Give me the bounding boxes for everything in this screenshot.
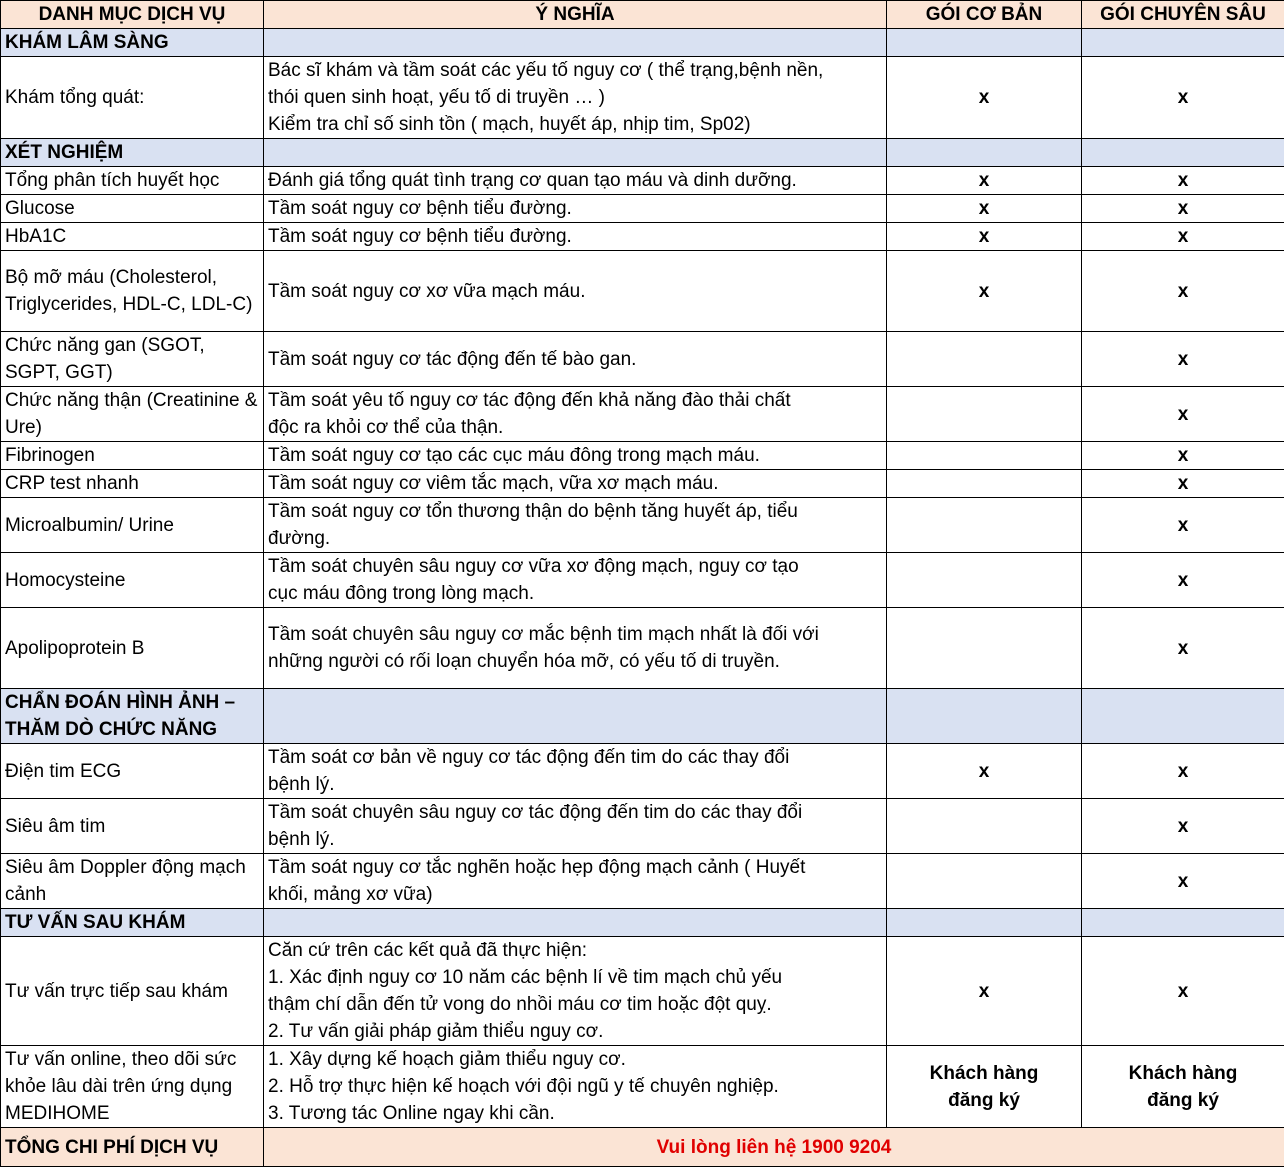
- table-row: [1, 608, 1284, 689]
- meaning-line: thậm chí dẫn đến tử vong do nhồi máu cơ tim hoặc đột quỵ.: [268, 991, 882, 1018]
- basic-package-mark: Khách hàng đăng ký: [887, 1046, 1082, 1128]
- basic-package-mark: [887, 498, 1082, 553]
- service-name-cell: Glucose: [1, 195, 264, 223]
- table-row: [1, 57, 1284, 139]
- service-name-cell: Tư vấn trực tiếp sau khám: [1, 937, 264, 1046]
- section-title: TƯ VẤN SAU KHÁM: [1, 909, 264, 937]
- table-header-row: [1, 1, 1284, 29]
- meaning-line: độc ra khỏi cơ thể của thận.: [268, 414, 882, 441]
- section-header-row: [1, 689, 1284, 744]
- meaning-line: Đánh giá tổng quát tình trạng cơ quan tạo máu và dinh dưỡng.: [268, 167, 882, 194]
- service-name-cell: Chức năng gan (SGOT, SGPT, GGT): [1, 332, 264, 387]
- table-row: [1, 223, 1284, 251]
- advanced-package-mark: Khách hàng đăng ký: [1082, 1046, 1284, 1128]
- meaning-cell: [264, 1046, 887, 1128]
- meaning-line: đường.: [268, 525, 882, 552]
- service-name-cell: Tổng phân tích huyết học: [1, 167, 264, 195]
- meaning-cell: [264, 167, 887, 195]
- header-advanced-package: GÓI CHUYÊN SÂU: [1082, 1, 1284, 29]
- section-empty-cell: [887, 139, 1082, 167]
- basic-package-mark: [887, 854, 1082, 909]
- meaning-line: Tầm soát nguy cơ xơ vữa mạch máu.: [268, 278, 882, 305]
- basic-package-mark: [887, 608, 1082, 689]
- meaning-line: 1. Xây dựng kế hoạch giảm thiểu nguy cơ.: [268, 1046, 882, 1073]
- meaning-cell: [264, 799, 887, 854]
- basic-package-mark: x: [887, 251, 1082, 332]
- basic-package-mark: x: [887, 223, 1082, 251]
- meaning-cell: [264, 744, 887, 799]
- meaning-cell: [264, 442, 887, 470]
- advanced-package-mark: x: [1082, 442, 1284, 470]
- section-header-row: [1, 29, 1284, 57]
- service-name-cell: HbA1C: [1, 223, 264, 251]
- advanced-package-mark: x: [1082, 251, 1284, 332]
- advanced-package-mark: x: [1082, 195, 1284, 223]
- table-row: [1, 1046, 1284, 1128]
- service-name-cell: Tư vấn online, theo dõi sức khỏe lâu dài trên ứng dụng MEDIHOME: [1, 1046, 264, 1128]
- meaning-cell: [264, 937, 887, 1046]
- meaning-line: 2. Hỗ trợ thực hiện kế hoạch với đội ngũ y tế chuyên nghiệp.: [268, 1073, 882, 1100]
- table-row: [1, 442, 1284, 470]
- table-row: [1, 553, 1284, 608]
- section-title: KHÁM LÂM SÀNG: [1, 29, 264, 57]
- service-name-cell: Khám tổng quát:: [1, 57, 264, 139]
- basic-package-mark: x: [887, 57, 1082, 139]
- meaning-cell: [264, 387, 887, 442]
- meaning-line: Tầm soát chuyên sâu nguy cơ tác động đến tim do các thay đổi: [268, 799, 882, 826]
- meaning-cell: [264, 57, 887, 139]
- advanced-package-mark: x: [1082, 57, 1284, 139]
- section-title: XÉT NGHIỆM: [1, 139, 264, 167]
- service-name-cell: Apolipoprotein B: [1, 608, 264, 689]
- meaning-line: thói quen sinh hoạt, yếu tố di truyền … ): [268, 84, 882, 111]
- meaning-cell: [264, 195, 887, 223]
- advanced-package-mark: x: [1082, 799, 1284, 854]
- contact-hotline: Vui lòng liên hệ 1900 9204: [264, 1128, 1284, 1167]
- table-row: [1, 167, 1284, 195]
- meaning-cell: [264, 608, 887, 689]
- section-header-row: [1, 139, 1284, 167]
- advanced-package-mark: x: [1082, 854, 1284, 909]
- section-empty-cell: [1082, 909, 1284, 937]
- section-empty-cell: [264, 139, 887, 167]
- advanced-package-mark: x: [1082, 744, 1284, 799]
- basic-package-mark: [887, 553, 1082, 608]
- section-empty-cell: [264, 29, 887, 57]
- advanced-package-mark: x: [1082, 608, 1284, 689]
- meaning-line: cục máu đông trong lòng mạch.: [268, 580, 882, 607]
- meaning-cell: [264, 553, 887, 608]
- header-service-category: DANH MỤC DỊCH VỤ: [1, 1, 264, 29]
- meaning-line: Tầm soát nguy cơ viêm tắc mạch, vữa xơ mạch máu.: [268, 470, 882, 497]
- table-row: [1, 195, 1284, 223]
- meaning-cell: [264, 251, 887, 332]
- meaning-cell: [264, 854, 887, 909]
- basic-package-mark: x: [887, 744, 1082, 799]
- meaning-line: bệnh lý.: [268, 771, 882, 798]
- service-name-cell: Siêu âm tim: [1, 799, 264, 854]
- advanced-package-mark: x: [1082, 498, 1284, 553]
- meaning-line: những người có rối loạn chuyển hóa mỡ, có yếu tố di truyền.: [268, 648, 882, 675]
- section-empty-cell: [887, 909, 1082, 937]
- meaning-line: Tầm soát chuyên sâu nguy cơ mắc bệnh tim mạch nhất là đối với: [268, 621, 882, 648]
- advanced-package-mark: x: [1082, 470, 1284, 498]
- table-row: [1, 744, 1284, 799]
- table-row: [1, 854, 1284, 909]
- section-empty-cell: [1082, 689, 1284, 744]
- basic-package-mark: x: [887, 167, 1082, 195]
- section-empty-cell: [264, 689, 887, 744]
- service-name-cell: Homocysteine: [1, 553, 264, 608]
- meaning-line: Căn cứ trên các kết quả đã thực hiện:: [268, 937, 882, 964]
- meaning-line: Tầm soát yêu tố nguy cơ tác động đến khả năng đào thải chất: [268, 387, 882, 414]
- meaning-line: 2. Tư vấn giải pháp giảm thiểu nguy cơ.: [268, 1018, 882, 1045]
- basic-package-mark: [887, 470, 1082, 498]
- meaning-line: Tầm soát nguy cơ bệnh tiểu đường.: [268, 223, 882, 250]
- section-empty-cell: [1082, 139, 1284, 167]
- table-row: [1, 387, 1284, 442]
- table-row: [1, 251, 1284, 332]
- basic-package-mark: [887, 332, 1082, 387]
- basic-package-mark: [887, 387, 1082, 442]
- service-name-cell: Fibrinogen: [1, 442, 264, 470]
- meaning-line: Bác sĩ khám và tầm soát các yếu tố nguy cơ ( thể trạng,bệnh nền,: [268, 57, 882, 84]
- service-name-cell: CRP test nhanh: [1, 470, 264, 498]
- meaning-cell: [264, 470, 887, 498]
- meaning-line: Tầm soát nguy cơ tổn thương thận do bệnh tăng huyết áp, tiểu: [268, 498, 882, 525]
- total-row: [1, 1128, 1284, 1167]
- table-row: [1, 332, 1284, 387]
- advanced-package-mark: x: [1082, 332, 1284, 387]
- header-meaning: Ý NGHĨA: [264, 1, 887, 29]
- meaning-line: Tầm soát nguy cơ tắc nghẽn hoặc hẹp động mạch cảnh ( Huyết: [268, 854, 882, 881]
- table-row: [1, 799, 1284, 854]
- table-row: [1, 498, 1284, 553]
- meaning-cell: [264, 498, 887, 553]
- service-name-cell: Microalbumin/ Urine: [1, 498, 264, 553]
- basic-package-mark: x: [887, 195, 1082, 223]
- section-empty-cell: [887, 29, 1082, 57]
- meaning-line: Tầm soát chuyên sâu nguy cơ vữa xơ động mạch, nguy cơ tạo: [268, 553, 882, 580]
- section-empty-cell: [887, 689, 1082, 744]
- table-row: [1, 937, 1284, 1046]
- meaning-line: Tầm soát nguy cơ tác động đến tế bào gan.: [268, 346, 882, 373]
- meaning-cell: [264, 223, 887, 251]
- meaning-line: Tầm soát cơ bản về nguy cơ tác động đến tim do các thay đổi: [268, 744, 882, 771]
- advanced-package-mark: x: [1082, 223, 1284, 251]
- service-name-cell: Siêu âm Doppler động mạch cảnh: [1, 854, 264, 909]
- meaning-line: Tầm soát nguy cơ tạo các cục máu đông trong mạch máu.: [268, 442, 882, 469]
- advanced-package-mark: x: [1082, 167, 1284, 195]
- total-label: TỔNG CHI PHÍ DỊCH VỤ: [1, 1128, 264, 1167]
- section-empty-cell: [264, 909, 887, 937]
- header-basic-package: GÓI CƠ BẢN: [887, 1, 1082, 29]
- meaning-line: 3. Tương tác Online ngay khi cần.: [268, 1100, 882, 1127]
- section-title: CHẨN ĐOÁN HÌNH ẢNH – THĂM DÒ CHỨC NĂNG: [1, 689, 264, 744]
- meaning-line: khối, mảng xơ vữa): [268, 881, 882, 908]
- meaning-line: 1. Xác định nguy cơ 10 năm các bệnh lí về tim mạch chủ yếu: [268, 964, 882, 991]
- advanced-package-mark: x: [1082, 387, 1284, 442]
- meaning-line: bệnh lý.: [268, 826, 882, 853]
- table-row: [1, 470, 1284, 498]
- basic-package-mark: [887, 799, 1082, 854]
- section-empty-cell: [1082, 29, 1284, 57]
- service-name-cell: Chức năng thận (Creatinine & Ure): [1, 387, 264, 442]
- service-name-cell: Điện tim ECG: [1, 744, 264, 799]
- meaning-line: Tầm soát nguy cơ bệnh tiểu đường.: [268, 195, 882, 222]
- meaning-line: Kiểm tra chỉ số sinh tồn ( mạch, huyết áp, nhịp tim, Sp02): [268, 111, 882, 138]
- service-name-cell: Bộ mỡ máu (Cholesterol, Triglycerides, HDL-C, LDL-C): [1, 251, 264, 332]
- basic-package-mark: [887, 442, 1082, 470]
- basic-package-mark: x: [887, 937, 1082, 1046]
- advanced-package-mark: x: [1082, 553, 1284, 608]
- section-header-row: [1, 909, 1284, 937]
- advanced-package-mark: x: [1082, 937, 1284, 1046]
- meaning-cell: [264, 332, 887, 387]
